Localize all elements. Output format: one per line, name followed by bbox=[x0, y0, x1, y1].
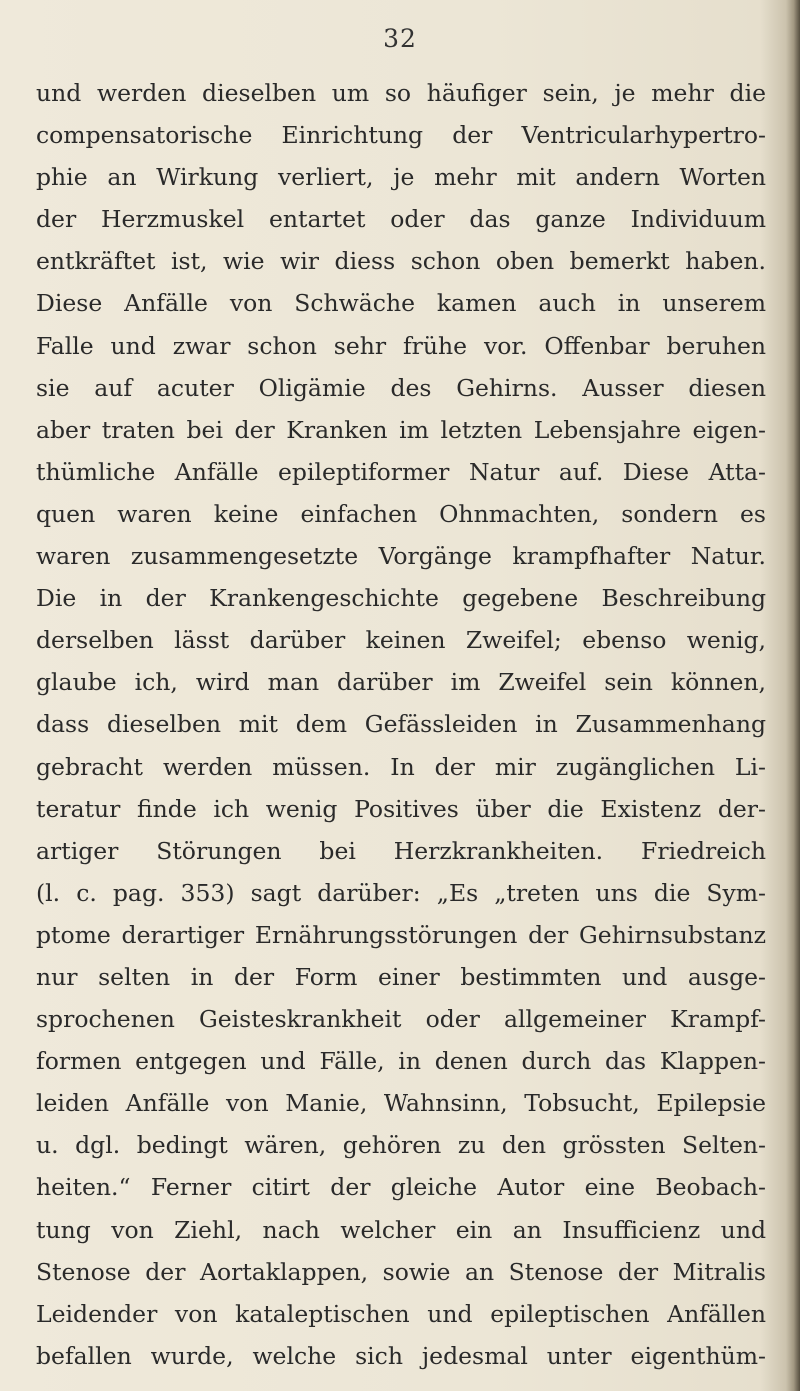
text-line: compensatorische Einrichtung der Ventricularhypertro- bbox=[36, 121, 766, 150]
text-line: entkräftet ist, wie wir diess schon oben bemerkt haben. bbox=[36, 247, 766, 276]
text-line: aber traten bei der Kranken im letzten Lebensjahre eigen- bbox=[36, 415, 766, 444]
text-line: phie an Wirkung verliert, je mehr mit andern Worten bbox=[36, 163, 766, 192]
text-line: Leidender von kataleptischen und epileptischen Anfällen bbox=[36, 1299, 766, 1328]
text-line: sprochenen Geisteskrankheit oder allgemeiner Krampf- bbox=[36, 1005, 766, 1034]
text-line: Falle und zwar schon sehr frühe vor. Offenbar beruhen bbox=[36, 331, 766, 360]
text-line: sie auf acuter Oligämie des Gehirns. Ausser diesen bbox=[36, 373, 766, 402]
text-line: heiten.“ Ferner citirt der gleiche Autor eine Beobach- bbox=[36, 1173, 766, 1202]
text-line: waren zusammengesetzte Vorgänge krampfhafter Natur. bbox=[36, 542, 766, 571]
text-line: befallen wurde, welche sich jedesmal unter eigenthüm- bbox=[36, 1341, 766, 1370]
text-line: derselben lässt darüber keinen Zweifel; ebenso wenig, bbox=[36, 626, 766, 655]
text-line: thümliche Anfälle epileptiformer Natur auf. Diese Atta- bbox=[36, 457, 766, 486]
text-line: Die in der Krankengeschichte gegebene Beschreibung bbox=[36, 584, 766, 613]
body-text bbox=[36, 72, 766, 1377]
text-line: u. dgl. bedingt wären, gehören zu den grössten Selten- bbox=[36, 1131, 766, 1160]
text-line: dass dieselben mit dem Gefässleiden in Zusammenhang bbox=[36, 710, 766, 739]
text-line: artiger Störungen bei Herzkrankheiten. Friedreich bbox=[36, 836, 766, 865]
text-line: nur selten in der Form einer bestimmten und ausge- bbox=[36, 962, 766, 991]
text-line: Diese Anfälle von Schwäche kamen auch in unserem bbox=[36, 289, 766, 318]
page-edge-shadow bbox=[786, 0, 800, 1391]
text-line: ptome derartiger Ernährungsstörungen der Gehirnsubstanz bbox=[36, 920, 766, 949]
text-line: tung von Ziehl, nach welcher ein an Insufficienz und bbox=[36, 1215, 766, 1244]
text-line: Stenose der Aortaklappen, sowie an Stenose der Mitralis bbox=[36, 1257, 766, 1286]
text-line: und werden dieselben um so häufiger sein, je mehr die bbox=[36, 79, 766, 107]
text-line: der Herzmuskel entartet oder das ganze Individuum bbox=[36, 205, 766, 234]
text-line: glaube ich, wird man darüber im Zweifel sein können, bbox=[36, 668, 766, 697]
text-line: formen entgegen und Fälle, in denen durch das Klappen- bbox=[36, 1047, 766, 1076]
page-number: 32 bbox=[383, 24, 417, 53]
text-line: (l. c. pag. 353) sagt darüber: „Es „treten uns die Sym- bbox=[36, 878, 766, 907]
text-line: gebracht werden müssen. In der mir zugänglichen Li- bbox=[36, 752, 766, 781]
text-line: leiden Anfälle von Manie, Wahnsinn, Tobsucht, Epilepsie bbox=[36, 1089, 766, 1118]
text-line: quen waren keine einfachen Ohnmachten, sondern es bbox=[36, 499, 766, 528]
text-line: teratur finde ich wenig Positives über die Existenz der- bbox=[36, 794, 766, 823]
